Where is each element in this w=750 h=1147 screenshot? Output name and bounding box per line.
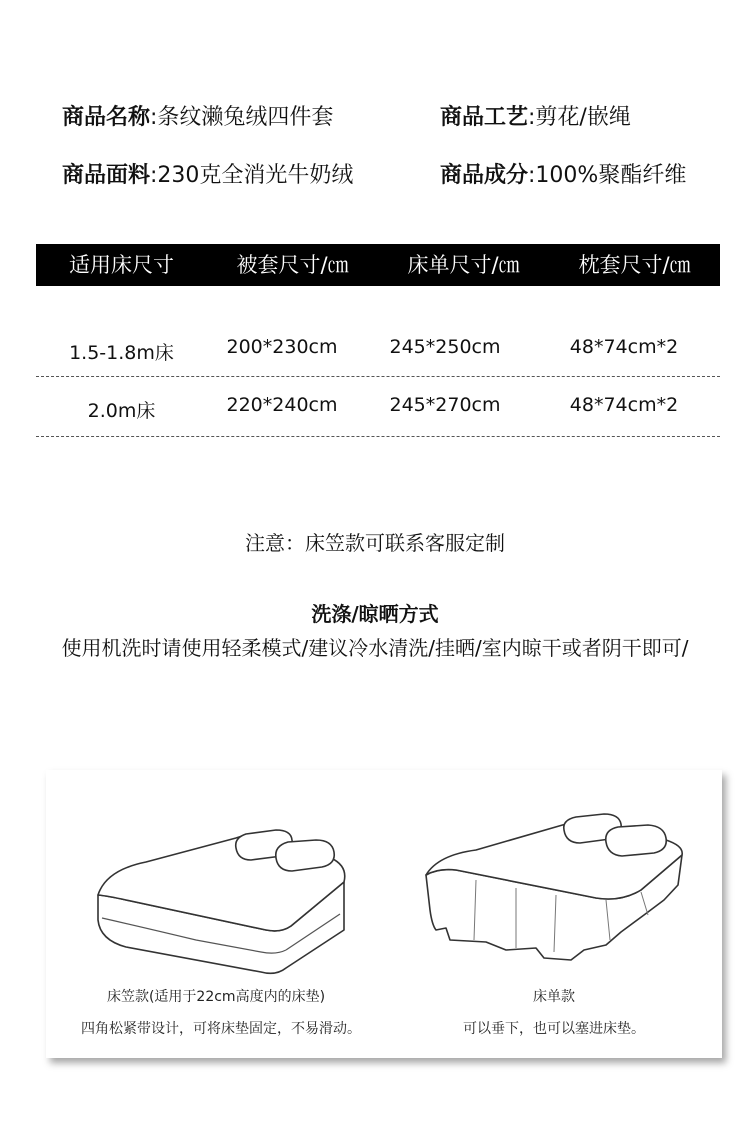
row2-bed: 2.0m床 (87, 400, 156, 422)
row-divider (36, 376, 720, 377)
row1-sheet: 245*250cm (389, 336, 501, 358)
row1-bed: 1.5-1.8m床 (69, 342, 174, 364)
size-table-header (36, 244, 720, 286)
composition-label: 商品成分 (440, 163, 529, 188)
flat-sheet-bed-illustration (416, 800, 696, 985)
fitted-sheet-bed-illustration (86, 800, 366, 985)
fitted-caption-text: 四角松紧带设计，可将床垫固定，不易滑动。 (81, 1021, 361, 1037)
row2-sheet: 245*270cm (389, 394, 501, 416)
fabric-label: 商品面料 (62, 163, 151, 188)
fitted-caption-title: 床笠款(适用于22cm高度内的床垫) (106, 989, 326, 1005)
fabric-value: :230克全消光牛奶绒 (150, 163, 354, 188)
header-pillowcase-size: 枕套尺寸/㎝ (578, 253, 691, 277)
flat-caption-text: 可以垂下，也可以塞进床垫。 (463, 1021, 645, 1037)
header-duvet-size: 被套尺寸/㎝ (236, 253, 349, 277)
washing-text: 使用机洗时请使用轻柔模式/建议冷水清洗/挂晒/室内晾干或者阴干即可/ (61, 636, 689, 660)
header-bed-size: 适用床尺寸 (69, 253, 174, 277)
custom-note: 注意：床笠款可联系客服定制 (245, 531, 505, 555)
composition-value: :100%聚酯纤维 (528, 163, 687, 188)
craft-value: :剪花/嵌绳 (528, 105, 631, 130)
row1-duvet: 200*230cm (226, 336, 338, 358)
flat-caption-title: 床单款 (533, 989, 575, 1005)
info-composition (440, 158, 686, 189)
name-label: 商品名称 (62, 105, 151, 130)
header-sheet-size: 床单尺寸/㎝ (407, 253, 520, 277)
row1-pillowcase: 48*74cm*2 (569, 336, 679, 358)
washing-title: 洗涤/晾晒方式 (311, 602, 439, 626)
row-divider (36, 436, 720, 437)
info-name (62, 100, 333, 131)
row2-duvet: 220*240cm (226, 394, 338, 416)
bed-illustration-panel (46, 770, 722, 1058)
row2-pillowcase: 48*74cm*2 (569, 394, 679, 416)
craft-label: 商品工艺 (440, 105, 529, 130)
info-craft (440, 100, 631, 131)
info-fabric (62, 158, 353, 189)
name-value: :条纹濑兔绒四件套 (150, 105, 334, 130)
